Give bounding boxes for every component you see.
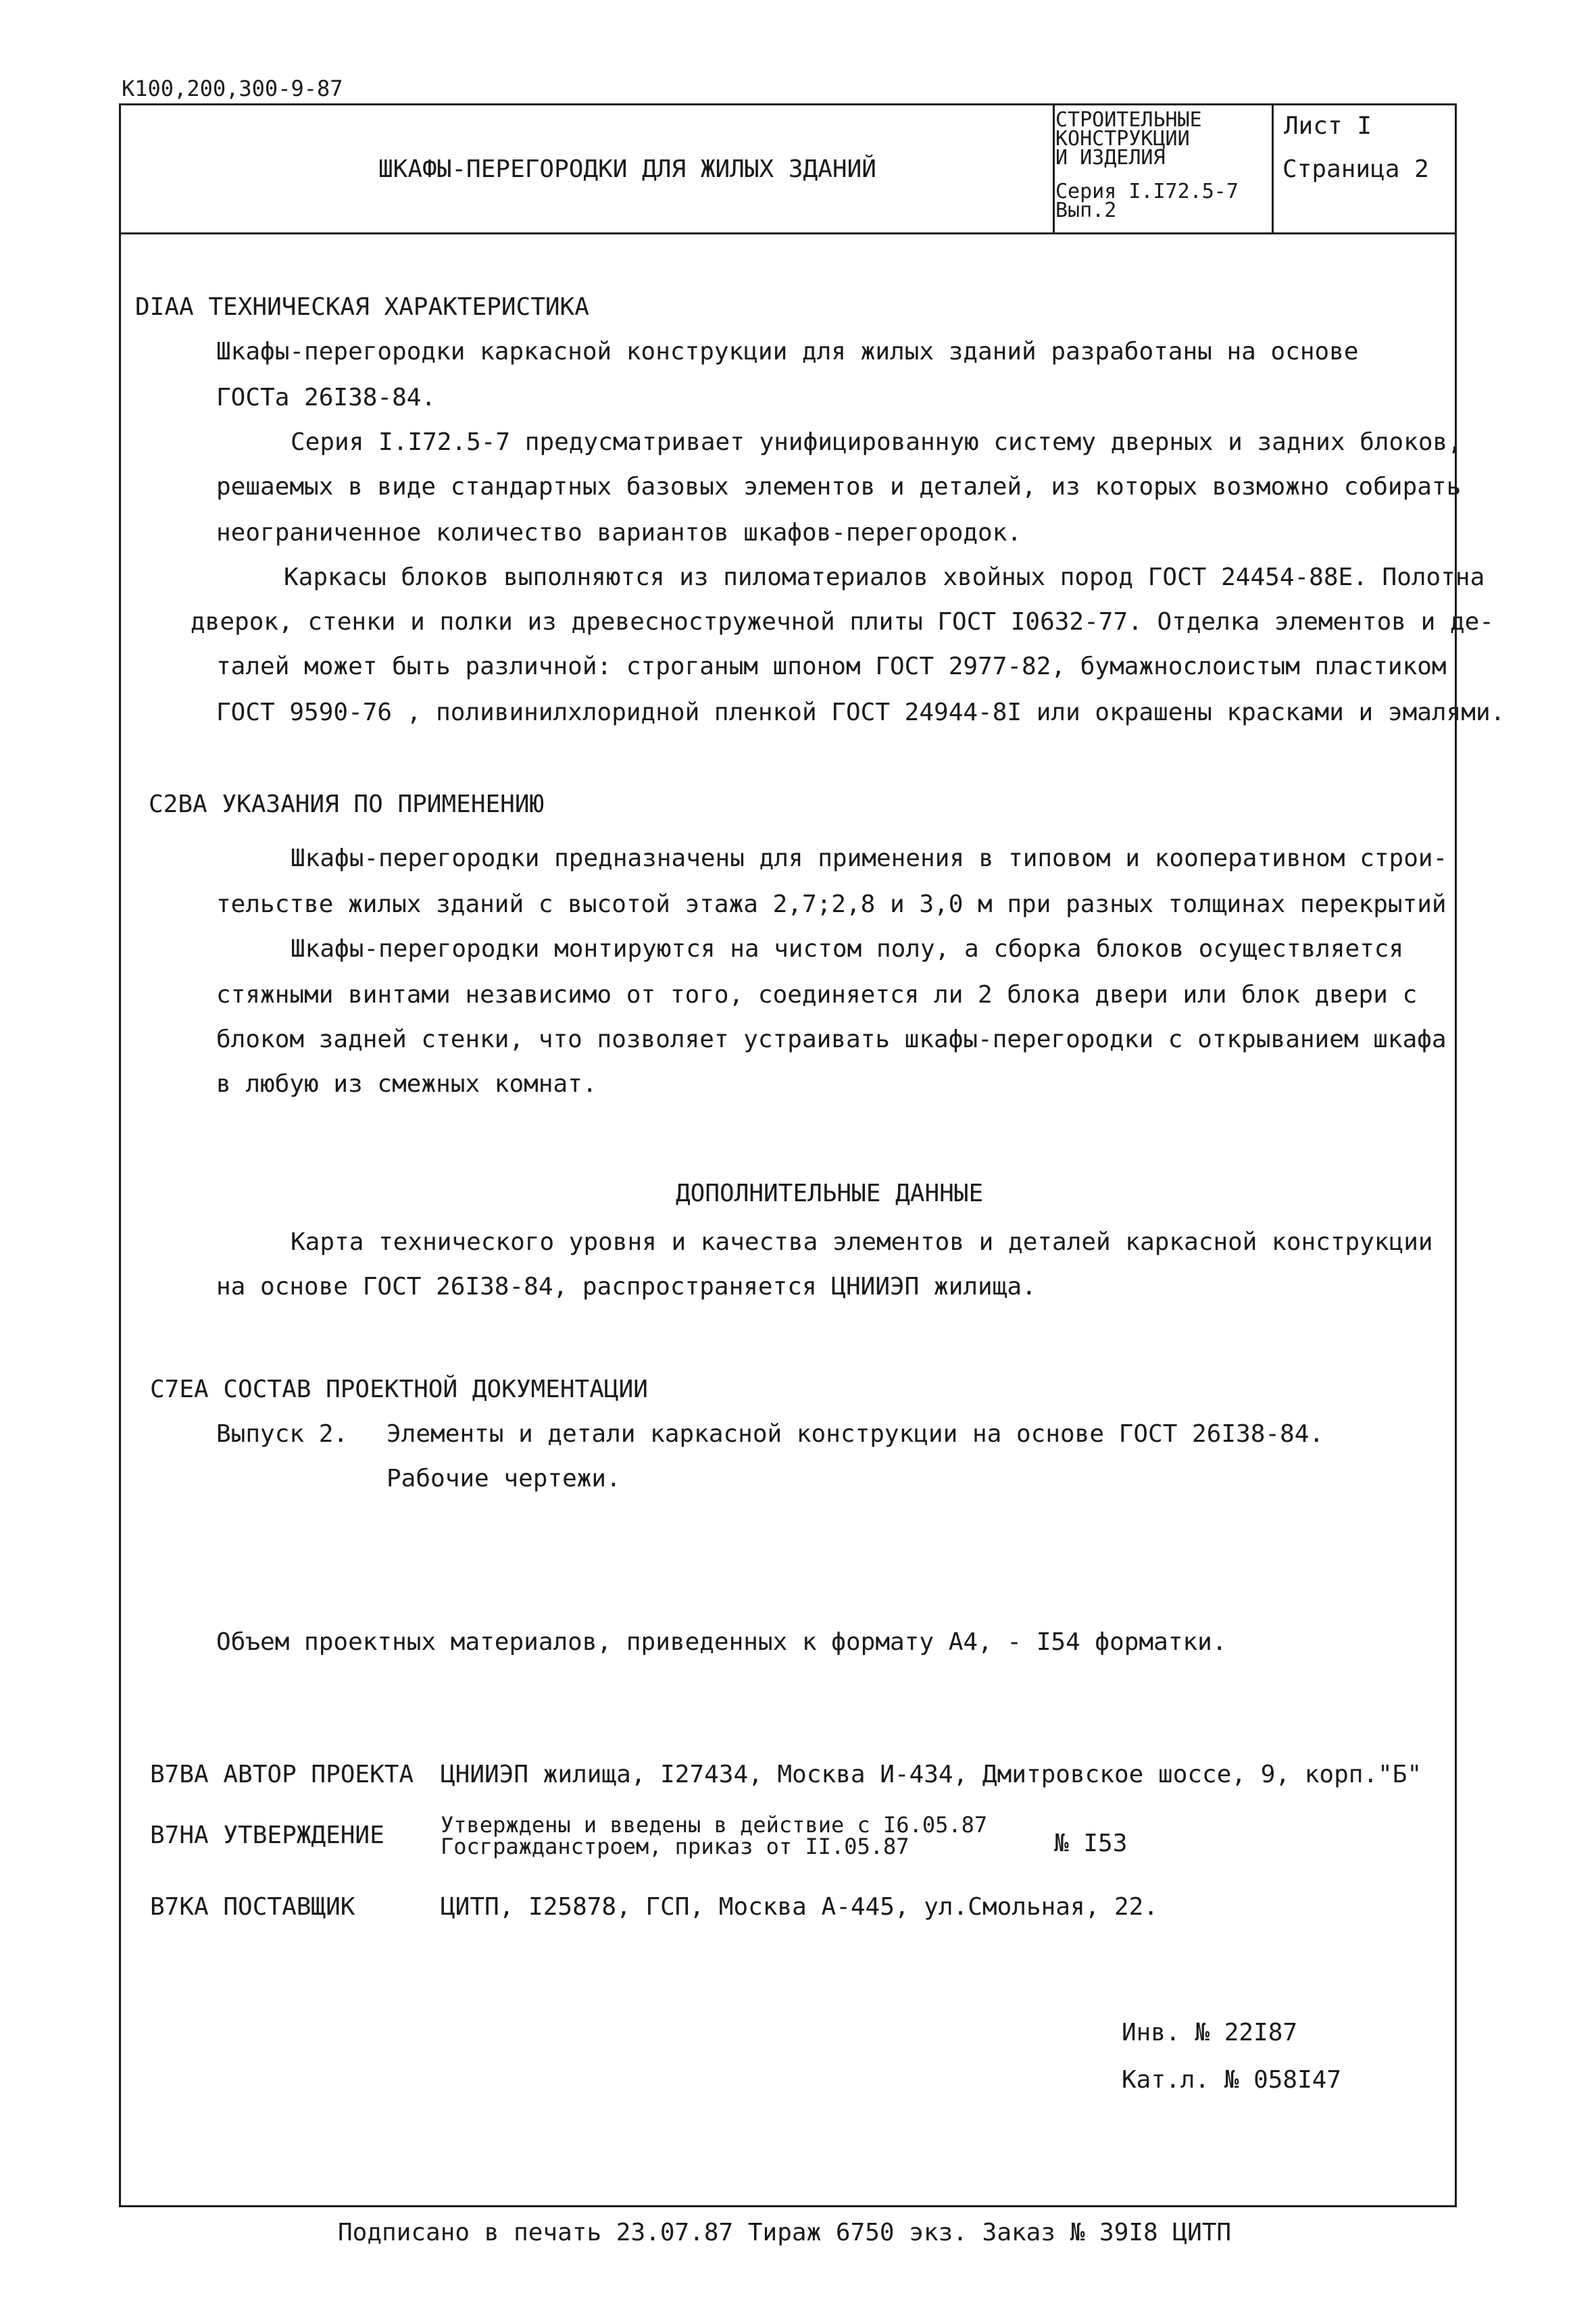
paragraph-line: ГОСТ 9590-76 , поливинилхлоридной пленкой ГОСТ 24944-8I или окрашены красками и эмалями. xyxy=(216,699,1505,726)
page-frame xyxy=(119,103,1457,2207)
section-heading: C2BA УКАЗАНИЯ ПО ПРИМЕНЕНИЮ xyxy=(149,790,545,818)
category-line: СТРОИТЕЛЬНЫЕ xyxy=(1055,108,1202,132)
volume-note: Объем проектных материалов, приведенных к формату А4, - I54 форматки. xyxy=(216,1628,1227,1656)
page-number: Страница 2 xyxy=(1282,155,1429,183)
catalog-number: Кат.л. № 058I47 xyxy=(1122,2066,1342,2094)
sheet-number: Лист I xyxy=(1284,112,1372,140)
paragraph-line: Шкафы-перегородки предназначены для применения в типовом и кооперативном строи- xyxy=(291,845,1448,872)
approval-number: № I53 xyxy=(1054,1830,1128,1857)
inventory-number: Инв. № 22I87 xyxy=(1122,2019,1298,2046)
section-heading: ДОПОЛНИТЕЛЬНЫЕ ДАННЫЕ xyxy=(676,1180,984,1207)
paragraph-line: талей может быть различной: строганым шпоном ГОСТ 2977-82, бумажнослоистым пластиком xyxy=(216,653,1447,680)
document-code: К100,200,300-9-87 xyxy=(122,76,343,101)
supplier-value: ЦИТП, I25878, ГСП, Москва А-445, ул.Смольная, 22. xyxy=(441,1893,1159,1921)
paragraph-line: ГОСТа 26I38-84. xyxy=(216,384,437,411)
paragraph-line: блоком задней стенки, что позволяет устраивать шкафы-перегородки с открыванием шкафа xyxy=(216,1026,1447,1053)
paragraph-line: в любую из смежных комнат. xyxy=(216,1070,597,1098)
supplier-label: B7KA ПОСТАВЩИК xyxy=(150,1893,355,1921)
print-footer: Подписано в печать 23.07.87 Тираж 6750 экз. Заказ № 39I8 ЦИТП xyxy=(338,2219,1232,2246)
section-heading: C7EA СОСТАВ ПРОЕКТНОЙ ДОКУМЕНТАЦИИ xyxy=(150,1376,648,1403)
paragraph-line: Шкафы-перегородки каркасной конструкции для жилых зданий разработаны на основе xyxy=(216,338,1359,366)
category-line: КОНСТРУКЦИИ xyxy=(1055,127,1190,151)
section-heading: DIAA ТЕХНИЧЕСКАЯ ХАРАКТЕРИСТИКА xyxy=(135,293,589,321)
issue-label: Выпуск 2. xyxy=(216,1420,349,1448)
paragraph-line: на основе ГОСТ 26I38-84, распространяется ЦНИИЭП жилища. xyxy=(216,1273,1037,1301)
issue-description: Элементы и детали каркасной конструкции на основе ГОСТ 26I38-84. xyxy=(386,1420,1324,1448)
series-number: Серия I.I72.5-7 xyxy=(1055,180,1239,203)
approval-value: Утверждены и введены в действие с I6.05.87 xyxy=(441,1812,988,1838)
category-line: И ИЗДЕЛИЯ xyxy=(1055,146,1166,170)
paragraph-line: дверок, стенки и полки из древесностружечной плиты ГОСТ I0632-77. Отделка элементов и де- xyxy=(191,608,1494,636)
author-value: ЦНИИЭП жилища, I27434, Москва И-434, Дмитровское шоссе, 9, корп."Б" xyxy=(441,1761,1422,1788)
approval-label: B7HA УТВЕРЖДЕНИЕ xyxy=(150,1821,384,1849)
paragraph-line: Шкафы-перегородки монтируются на чистом полу, а сборка блоков осуществляется xyxy=(291,935,1404,963)
paragraph-line: неограниченное количество вариантов шкафов-перегородок. xyxy=(216,519,1022,547)
title-block-divider xyxy=(1272,103,1274,234)
paragraph-line: стяжными винтами независимо от того, соединяется ли 2 блока двери или блок двери с xyxy=(216,981,1418,1009)
document-title: ШКАФЫ-ПЕРЕГОРОДКИ ДЛЯ ЖИЛЫХ ЗДАНИЙ xyxy=(378,155,876,183)
paragraph-line: Каркасы блоков выполняются из пиломатериалов хвойных пород ГОСТ 24454-88Е. Полотна xyxy=(284,563,1485,591)
paragraph-line: Карта технического уровня и качества элементов и деталей каркасной конструкции xyxy=(291,1228,1433,1256)
issue-number: Вып.2 xyxy=(1055,199,1117,222)
issue-description: Рабочие чертежи. xyxy=(386,1465,621,1492)
author-label: B7BA АВТОР ПРОЕКТА xyxy=(150,1761,414,1788)
paragraph-line: тельстве жилых зданий с высотой этажа 2,7;2,8 и 3,0 м при разных толщинах перекрытий xyxy=(216,890,1447,918)
paragraph-line: решаемых в виде стандартных базовых элементов и деталей, из которых возможно собирать xyxy=(216,473,1462,501)
title-block-divider xyxy=(1053,103,1055,234)
approval-value: Госгражданстроем, приказ от II.05.87 xyxy=(441,1834,909,1859)
paragraph-line: Серия I.I72.5-7 предусматривает унифицированную систему дверных и задних блоков, xyxy=(291,428,1462,456)
